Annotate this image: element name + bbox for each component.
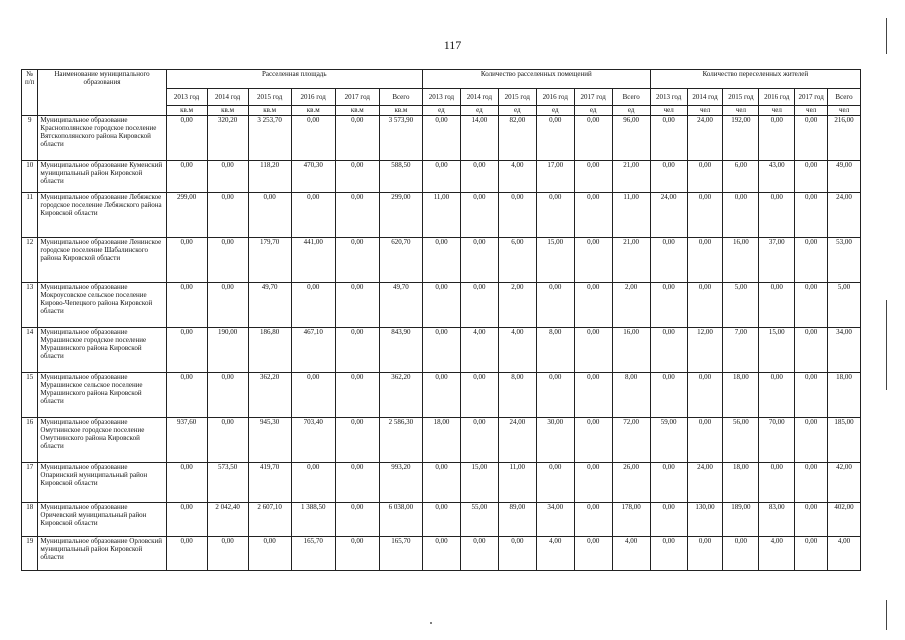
scan-dot <box>430 622 432 624</box>
table-row <box>22 193 861 238</box>
value-cell: 0,00 <box>335 193 379 238</box>
value-cell: 96,00 <box>612 116 650 161</box>
unit-cell: кв.м <box>379 106 422 116</box>
value-cell: 49,70 <box>248 283 291 328</box>
group-header-people: Количество переселенных жителей <box>650 70 860 89</box>
value-cell: 0,00 <box>248 193 291 238</box>
value-cell: 0,00 <box>422 116 460 161</box>
row-number: 13 <box>22 283 38 328</box>
year-header: 2017 год <box>335 89 379 106</box>
municipality-name: Муниципальное образование Опаринский муниципальный район Кировской области <box>38 463 166 503</box>
value-cell: 0,00 <box>291 193 335 238</box>
value-cell: 0,00 <box>759 463 795 503</box>
value-cell: 0,00 <box>460 418 498 463</box>
table-row <box>22 116 861 161</box>
year-header: 2017 год <box>795 89 828 106</box>
value-cell: 53,00 <box>828 238 861 283</box>
value-cell: 0,00 <box>650 373 687 418</box>
value-cell: 0,00 <box>207 193 248 238</box>
value-cell: 72,00 <box>612 418 650 463</box>
value-cell: 0,00 <box>759 283 795 328</box>
value-cell: 24,00 <box>650 193 687 238</box>
page-number: 117 <box>443 38 462 52</box>
value-cell: 55,00 <box>460 503 498 537</box>
value-cell: 0,00 <box>460 373 498 418</box>
unit-cell: ед <box>574 106 612 116</box>
year-header: 2013 год <box>166 89 207 106</box>
value-cell: 185,00 <box>828 418 861 463</box>
value-cell: 0,00 <box>335 503 379 537</box>
value-cell: 402,00 <box>828 503 861 537</box>
value-cell: 320,20 <box>207 116 248 161</box>
value-cell: 0,00 <box>460 537 498 571</box>
value-cell: 18,00 <box>422 418 460 463</box>
row-number: 15 <box>22 373 38 418</box>
municipality-name: Муниципальное образование Оричевский муниципальный район Кировской области <box>38 503 166 537</box>
value-cell: 2 586,30 <box>379 418 422 463</box>
value-cell: 24,00 <box>828 193 861 238</box>
value-cell: 0,00 <box>687 193 723 238</box>
value-cell: 588,50 <box>379 161 422 193</box>
unit-cell: ед <box>536 106 574 116</box>
value-cell: 0,00 <box>650 328 687 373</box>
value-cell: 0,00 <box>795 328 828 373</box>
value-cell: 0,00 <box>795 283 828 328</box>
value-cell: 56,00 <box>723 418 759 463</box>
value-cell: 4,00 <box>498 328 536 373</box>
unit-cell: чел <box>795 106 828 116</box>
row-number: 11 <box>22 193 38 238</box>
value-cell: 17,00 <box>536 161 574 193</box>
value-cell: 190,00 <box>207 328 248 373</box>
value-cell: 0,00 <box>335 161 379 193</box>
value-cell: 0,00 <box>166 463 207 503</box>
value-cell: 0,00 <box>795 161 828 193</box>
value-cell: 21,00 <box>612 238 650 283</box>
value-cell: 70,00 <box>759 418 795 463</box>
unit-cell: чел <box>687 106 723 116</box>
value-cell: 0,00 <box>574 283 612 328</box>
row-number: 16 <box>22 418 38 463</box>
value-cell: 11,00 <box>498 463 536 503</box>
value-cell: 937,60 <box>166 418 207 463</box>
value-cell: 6,00 <box>498 238 536 283</box>
value-cell: 0,00 <box>723 537 759 571</box>
value-cell: 0,00 <box>536 116 574 161</box>
row-number: 17 <box>22 463 38 503</box>
value-cell: 118,20 <box>248 161 291 193</box>
table-row <box>22 503 861 537</box>
value-cell: 49,70 <box>379 283 422 328</box>
value-cell: 0,00 <box>166 328 207 373</box>
value-cell: 0,00 <box>422 161 460 193</box>
value-cell: 2 607,10 <box>248 503 291 537</box>
year-header: 2013 год <box>422 89 460 106</box>
value-cell: 0,00 <box>574 161 612 193</box>
value-cell: 0,00 <box>574 328 612 373</box>
value-cell: 0,00 <box>795 116 828 161</box>
value-cell: 5,00 <box>828 283 861 328</box>
value-cell: 467,10 <box>291 328 335 373</box>
table-row <box>22 161 861 193</box>
value-cell: 0,00 <box>422 373 460 418</box>
value-cell: 0,00 <box>335 238 379 283</box>
table-row <box>22 328 861 373</box>
value-cell: 130,00 <box>687 503 723 537</box>
value-cell: 82,00 <box>498 116 536 161</box>
value-cell: 8,00 <box>612 373 650 418</box>
value-cell: 441,00 <box>291 238 335 283</box>
value-cell: 0,00 <box>422 503 460 537</box>
value-cell: 0,00 <box>166 283 207 328</box>
value-cell: 24,00 <box>687 116 723 161</box>
value-cell: 0,00 <box>166 238 207 283</box>
value-cell: 0,00 <box>795 463 828 503</box>
value-cell: 0,00 <box>650 463 687 503</box>
municipality-name: Муниципальное образование Мокроусовское сельское поселение Кирово-Чепецкого района Кировской области <box>38 283 166 328</box>
unit-cell: чел <box>828 106 861 116</box>
value-cell: 2,00 <box>498 283 536 328</box>
value-cell: 0,00 <box>207 283 248 328</box>
year-header: 2016 год <box>759 89 795 106</box>
value-cell: 11,00 <box>422 193 460 238</box>
total-header: Всего <box>379 89 422 106</box>
value-cell: 470,30 <box>291 161 335 193</box>
unit-cell: ед <box>460 106 498 116</box>
value-cell: 178,00 <box>612 503 650 537</box>
value-cell: 0,00 <box>574 116 612 161</box>
value-cell: 0,00 <box>574 193 612 238</box>
year-header: 2014 год <box>460 89 498 106</box>
value-cell: 0,00 <box>536 373 574 418</box>
value-cell: 3 253,70 <box>248 116 291 161</box>
value-cell: 3 573,90 <box>379 116 422 161</box>
value-cell: 43,00 <box>759 161 795 193</box>
value-cell: 0,00 <box>574 537 612 571</box>
value-cell: 0,00 <box>248 537 291 571</box>
value-cell: 0,00 <box>291 283 335 328</box>
value-cell: 299,00 <box>379 193 422 238</box>
value-cell: 0,00 <box>650 283 687 328</box>
value-cell: 165,70 <box>379 537 422 571</box>
year-header: 2016 год <box>536 89 574 106</box>
value-cell: 703,40 <box>291 418 335 463</box>
value-cell: 0,00 <box>574 238 612 283</box>
value-cell: 24,00 <box>687 463 723 503</box>
unit-cell: кв.м <box>291 106 335 116</box>
value-cell: 0,00 <box>291 373 335 418</box>
value-cell: 0,00 <box>291 463 335 503</box>
value-cell: 18,00 <box>723 463 759 503</box>
value-cell: 0,00 <box>207 161 248 193</box>
municipality-name: Муниципальное образование Омутнинское городское поселение Омутнинского района Кировской области <box>38 418 166 463</box>
value-cell: 0,00 <box>795 418 828 463</box>
value-cell: 21,00 <box>612 161 650 193</box>
year-header: 2013 год <box>650 89 687 106</box>
group-header-rooms: Количество расселенных помещений <box>422 70 650 89</box>
value-cell: 2 042,40 <box>207 503 248 537</box>
value-cell: 0,00 <box>759 193 795 238</box>
value-cell: 0,00 <box>422 238 460 283</box>
value-cell: 0,00 <box>460 161 498 193</box>
value-cell: 8,00 <box>498 373 536 418</box>
value-cell: 0,00 <box>759 116 795 161</box>
value-cell: 0,00 <box>335 373 379 418</box>
unit-cell: ед <box>612 106 650 116</box>
value-cell: 2,00 <box>612 283 650 328</box>
value-cell: 15,00 <box>759 328 795 373</box>
value-cell: 179,70 <box>248 238 291 283</box>
table-row <box>22 463 861 503</box>
value-cell: 0,00 <box>650 238 687 283</box>
table-body <box>22 116 861 571</box>
value-cell: 0,00 <box>536 283 574 328</box>
value-cell: 59,00 <box>650 418 687 463</box>
value-cell: 299,00 <box>166 193 207 238</box>
value-cell: 0,00 <box>795 238 828 283</box>
municipality-name: Муниципальное образование Орловский муниципальный район Кировской области <box>38 537 166 571</box>
value-cell: 186,80 <box>248 328 291 373</box>
value-cell: 15,00 <box>460 463 498 503</box>
group-header-area: Расселенная площадь <box>166 70 422 89</box>
value-cell: 18,00 <box>723 373 759 418</box>
year-header: 2017 год <box>574 89 612 106</box>
value-cell: 0,00 <box>207 418 248 463</box>
year-header: 2014 год <box>687 89 723 106</box>
value-cell: 12,00 <box>687 328 723 373</box>
value-cell: 0,00 <box>795 503 828 537</box>
value-cell: 945,30 <box>248 418 291 463</box>
value-cell: 0,00 <box>650 161 687 193</box>
municipality-name: Муниципальное образование Мурашинское сельское поселение Мурашинского района Кировской области <box>38 373 166 418</box>
value-cell: 14,00 <box>460 116 498 161</box>
value-cell: 0,00 <box>460 193 498 238</box>
value-cell: 0,00 <box>335 418 379 463</box>
value-cell: 8,00 <box>536 328 574 373</box>
value-cell: 37,00 <box>759 238 795 283</box>
document-table-wrapper <box>21 69 861 571</box>
value-cell: 0,00 <box>207 238 248 283</box>
value-cell: 0,00 <box>422 463 460 503</box>
value-cell: 4,00 <box>759 537 795 571</box>
unit-cell: чел <box>759 106 795 116</box>
value-cell: 0,00 <box>687 418 723 463</box>
value-cell: 0,00 <box>687 283 723 328</box>
value-cell: 189,00 <box>723 503 759 537</box>
value-cell: 5,00 <box>723 283 759 328</box>
year-header: 2014 год <box>207 89 248 106</box>
unit-cell: кв.м <box>335 106 379 116</box>
value-cell: 0,00 <box>687 238 723 283</box>
value-cell: 0,00 <box>207 373 248 418</box>
value-cell: 0,00 <box>574 418 612 463</box>
value-cell: 0,00 <box>687 161 723 193</box>
unit-cell: кв.м <box>248 106 291 116</box>
value-cell: 0,00 <box>166 537 207 571</box>
name-header: Наименование муниципального образования <box>38 70 166 116</box>
value-cell: 362,20 <box>379 373 422 418</box>
value-cell: 0,00 <box>759 373 795 418</box>
scan-edge-mark <box>886 300 887 390</box>
value-cell: 216,00 <box>828 116 861 161</box>
value-cell: 7,00 <box>723 328 759 373</box>
value-cell: 6 038,00 <box>379 503 422 537</box>
unit-cell: чел <box>650 106 687 116</box>
unit-cell: ед <box>498 106 536 116</box>
value-cell: 993,20 <box>379 463 422 503</box>
year-header: 2015 год <box>248 89 291 106</box>
value-cell: 573,50 <box>207 463 248 503</box>
value-cell: 0,00 <box>166 503 207 537</box>
value-cell: 0,00 <box>335 463 379 503</box>
value-cell: 0,00 <box>498 193 536 238</box>
value-cell: 0,00 <box>422 283 460 328</box>
value-cell: 0,00 <box>207 537 248 571</box>
value-cell: 0,00 <box>335 283 379 328</box>
row-number: 14 <box>22 328 38 373</box>
value-cell: 0,00 <box>795 193 828 238</box>
value-cell: 4,00 <box>498 161 536 193</box>
value-cell: 0,00 <box>422 537 460 571</box>
row-number: 12 <box>22 238 38 283</box>
value-cell: 0,00 <box>498 537 536 571</box>
year-header: 2016 год <box>291 89 335 106</box>
municipality-name: Муниципальное образование Куменский муниципальный район Кировской области <box>38 161 166 193</box>
value-cell: 0,00 <box>650 116 687 161</box>
value-cell: 89,00 <box>498 503 536 537</box>
municipality-name: Муниципальное образование Краснополянское городское поселение Вятскополянского района Кировской области <box>38 116 166 161</box>
row-number: 10 <box>22 161 38 193</box>
municipality-name: Муниципальное образование Ленинское городское поселение Шабалинского района Кировской области <box>38 238 166 283</box>
value-cell: 0,00 <box>422 328 460 373</box>
unit-cell: ед <box>422 106 460 116</box>
unit-cell: кв.м <box>166 106 207 116</box>
value-cell: 0,00 <box>574 503 612 537</box>
value-cell: 0,00 <box>795 373 828 418</box>
value-cell: 0,00 <box>335 116 379 161</box>
value-cell: 15,00 <box>536 238 574 283</box>
value-cell: 4,00 <box>536 537 574 571</box>
value-cell: 0,00 <box>723 193 759 238</box>
value-cell: 30,00 <box>536 418 574 463</box>
value-cell: 0,00 <box>795 537 828 571</box>
table-row <box>22 373 861 418</box>
row-number: 18 <box>22 503 38 537</box>
value-cell: 83,00 <box>759 503 795 537</box>
value-cell: 843,90 <box>379 328 422 373</box>
unit-cell: чел <box>723 106 759 116</box>
value-cell: 16,00 <box>723 238 759 283</box>
num-header: № п/п <box>22 70 38 116</box>
value-cell: 42,00 <box>828 463 861 503</box>
value-cell: 0,00 <box>650 503 687 537</box>
value-cell: 0,00 <box>166 161 207 193</box>
value-cell: 0,00 <box>574 463 612 503</box>
value-cell: 1 388,50 <box>291 503 335 537</box>
table-row <box>22 537 861 571</box>
year-header: 2015 год <box>723 89 759 106</box>
value-cell: 165,70 <box>291 537 335 571</box>
value-cell: 0,00 <box>574 373 612 418</box>
value-cell: 4,00 <box>612 537 650 571</box>
total-header: Всего <box>612 89 650 106</box>
value-cell: 0,00 <box>166 116 207 161</box>
value-cell: 0,00 <box>650 537 687 571</box>
row-number: 19 <box>22 537 38 571</box>
value-cell: 0,00 <box>687 537 723 571</box>
year-header: 2015 год <box>498 89 536 106</box>
value-cell: 0,00 <box>536 463 574 503</box>
unit-cell: кв.м <box>207 106 248 116</box>
value-cell: 0,00 <box>291 116 335 161</box>
municipality-name: Муниципальное образование Мурашинское городское поселение Мурашинского района Кировской области <box>38 328 166 373</box>
value-cell: 11,00 <box>612 193 650 238</box>
value-cell: 0,00 <box>687 373 723 418</box>
table-row <box>22 418 861 463</box>
table-row <box>22 283 861 328</box>
value-cell: 18,00 <box>828 373 861 418</box>
scan-edge-mark <box>886 18 887 54</box>
value-cell: 0,00 <box>335 537 379 571</box>
value-cell: 16,00 <box>612 328 650 373</box>
value-cell: 4,00 <box>828 537 861 571</box>
row-number: 9 <box>22 116 38 161</box>
value-cell: 0,00 <box>335 328 379 373</box>
value-cell: 49,00 <box>828 161 861 193</box>
value-cell: 34,00 <box>536 503 574 537</box>
value-cell: 0,00 <box>166 373 207 418</box>
value-cell: 0,00 <box>460 283 498 328</box>
value-cell: 4,00 <box>460 328 498 373</box>
municipality-name: Муниципальное образование Лебяжское городское поселение Лебяжского района Кировской области <box>38 193 166 238</box>
total-header: Всего <box>828 89 861 106</box>
value-cell: 24,00 <box>498 418 536 463</box>
value-cell: 6,00 <box>723 161 759 193</box>
table-row <box>22 238 861 283</box>
value-cell: 419,70 <box>248 463 291 503</box>
value-cell: 26,00 <box>612 463 650 503</box>
value-cell: 620,70 <box>379 238 422 283</box>
value-cell: 34,00 <box>828 328 861 373</box>
value-cell: 192,00 <box>723 116 759 161</box>
scan-edge-mark <box>886 600 887 630</box>
value-cell: 0,00 <box>536 193 574 238</box>
value-cell: 362,20 <box>248 373 291 418</box>
value-cell: 0,00 <box>460 238 498 283</box>
resettlement-table <box>21 69 861 571</box>
